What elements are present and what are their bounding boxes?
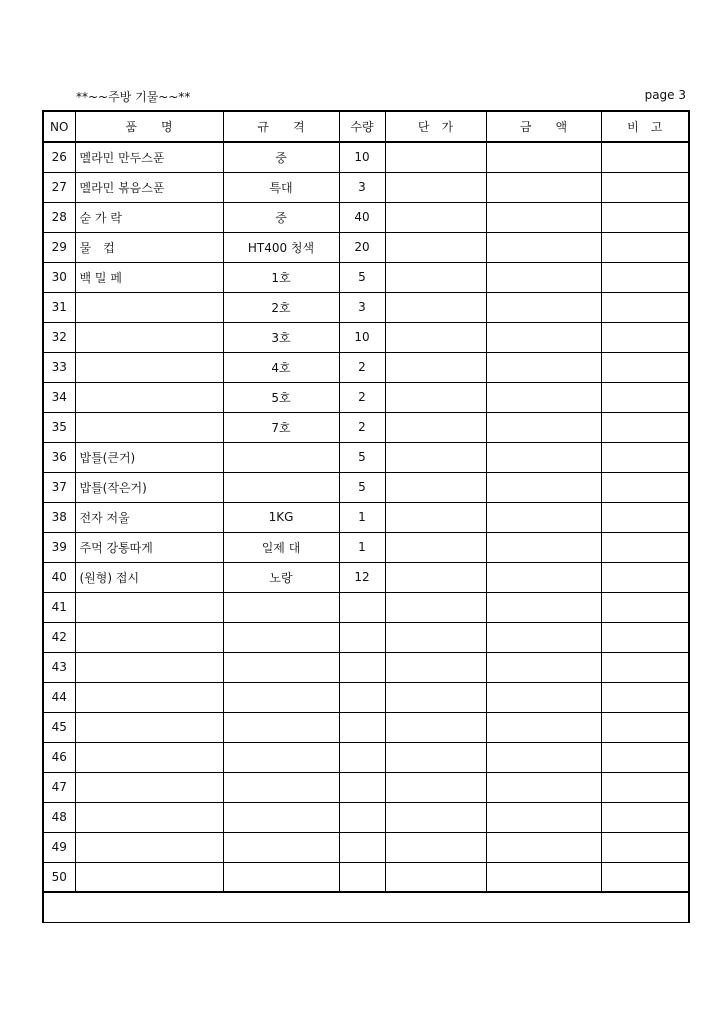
cell-note — [601, 832, 689, 862]
cell-qty — [339, 682, 385, 712]
column-header-note: 비 고 — [601, 111, 689, 142]
cell-amount — [486, 322, 601, 352]
cell-note — [601, 682, 689, 712]
cell-spec: HT400 청색 — [223, 232, 339, 262]
cell-item-name — [75, 772, 223, 802]
cell-no: 38 — [43, 502, 75, 532]
cell-item-name: 멜라민 만두스푼 — [75, 142, 223, 172]
cell-qty — [339, 622, 385, 652]
cell-no: 46 — [43, 742, 75, 772]
cell-amount — [486, 502, 601, 532]
cell-spec: 특대 — [223, 172, 339, 202]
cell-unit-price — [385, 802, 486, 832]
cell-qty: 3 — [339, 292, 385, 322]
cell-item-name: 백 밀 페 — [75, 262, 223, 292]
cell-qty — [339, 592, 385, 622]
cell-spec: 2호 — [223, 292, 339, 322]
cell-amount — [486, 412, 601, 442]
cell-spec — [223, 622, 339, 652]
cell-note — [601, 712, 689, 742]
cell-spec: 3호 — [223, 322, 339, 352]
cell-amount — [486, 232, 601, 262]
cell-amount — [486, 352, 601, 382]
cell-note — [601, 562, 689, 592]
table-row — [43, 652, 689, 682]
cell-item-name — [75, 412, 223, 442]
cell-amount — [486, 262, 601, 292]
cell-qty — [339, 772, 385, 802]
cell-no: 27 — [43, 172, 75, 202]
column-header-no: NO — [43, 111, 75, 142]
cell-no: 36 — [43, 442, 75, 472]
cell-unit-price — [385, 262, 486, 292]
cell-spec: 중 — [223, 202, 339, 232]
cell-item-name — [75, 712, 223, 742]
cell-no: 42 — [43, 622, 75, 652]
cell-qty: 12 — [339, 562, 385, 592]
cell-unit-price — [385, 202, 486, 232]
cell-unit-price — [385, 712, 486, 742]
cell-qty: 5 — [339, 262, 385, 292]
cell-no: 33 — [43, 352, 75, 382]
cell-item-name: 주먹 강통따게 — [75, 532, 223, 562]
cell-note — [601, 142, 689, 172]
cell-item-name — [75, 322, 223, 352]
cell-spec — [223, 592, 339, 622]
cell-no: 48 — [43, 802, 75, 832]
column-header-name: 품 명 — [75, 111, 223, 142]
cell-note — [601, 652, 689, 682]
cell-qty — [339, 742, 385, 772]
cell-unit-price — [385, 562, 486, 592]
cell-qty: 40 — [339, 202, 385, 232]
cell-unit-price — [385, 382, 486, 412]
cell-amount — [486, 532, 601, 562]
table-row — [43, 562, 689, 592]
cell-item-name: 밥틀(작은거) — [75, 472, 223, 502]
cell-qty: 5 — [339, 472, 385, 502]
cell-no: 45 — [43, 712, 75, 742]
table-row — [43, 172, 689, 202]
cell-item-name: 밥틀(큰거) — [75, 442, 223, 472]
table-row — [43, 322, 689, 352]
table-row — [43, 592, 689, 622]
cell-unit-price — [385, 352, 486, 382]
cell-unit-price — [385, 682, 486, 712]
cell-no: 35 — [43, 412, 75, 442]
cell-item-name: 멜라민 볶음스푼 — [75, 172, 223, 202]
table-row — [43, 142, 689, 172]
cell-unit-price — [385, 412, 486, 442]
cell-item-name: 전자 저울 — [75, 502, 223, 532]
cell-qty — [339, 712, 385, 742]
cell-note — [601, 172, 689, 202]
table-row — [43, 202, 689, 232]
cell-qty: 1 — [339, 502, 385, 532]
table-row — [43, 802, 689, 832]
table-row — [43, 682, 689, 712]
cell-amount — [486, 442, 601, 472]
cell-qty — [339, 862, 385, 892]
cell-no: 30 — [43, 262, 75, 292]
cell-no: 28 — [43, 202, 75, 232]
table-row — [43, 862, 689, 892]
cell-spec: 1호 — [223, 262, 339, 292]
cell-note — [601, 742, 689, 772]
cell-amount — [486, 172, 601, 202]
cell-amount — [486, 622, 601, 652]
cell-no: 39 — [43, 532, 75, 562]
cell-unit-price — [385, 142, 486, 172]
cell-spec: 중 — [223, 142, 339, 172]
table-header-row — [43, 111, 689, 142]
cell-unit-price — [385, 232, 486, 262]
cell-item-name: 물 컵 — [75, 232, 223, 262]
column-header-amount: 금 액 — [486, 111, 601, 142]
cell-amount — [486, 592, 601, 622]
cell-item-name — [75, 592, 223, 622]
cell-note — [601, 472, 689, 502]
cell-no: 32 — [43, 322, 75, 352]
cell-amount — [486, 652, 601, 682]
cell-qty: 5 — [339, 442, 385, 472]
cell-no: 29 — [43, 232, 75, 262]
cell-spec — [223, 832, 339, 862]
cell-item-name — [75, 832, 223, 862]
inventory-table — [42, 110, 690, 923]
cell-note — [601, 802, 689, 832]
cell-no: 50 — [43, 862, 75, 892]
table-row — [43, 622, 689, 652]
cell-qty: 2 — [339, 382, 385, 412]
cell-amount — [486, 832, 601, 862]
cell-spec: 5호 — [223, 382, 339, 412]
cell-spec — [223, 772, 339, 802]
cell-item-name — [75, 862, 223, 892]
cell-note — [601, 622, 689, 652]
cell-unit-price — [385, 862, 486, 892]
cell-note — [601, 412, 689, 442]
cell-amount — [486, 202, 601, 232]
cell-amount — [486, 772, 601, 802]
cell-no: 43 — [43, 652, 75, 682]
table-row — [43, 412, 689, 442]
cell-item-name — [75, 682, 223, 712]
cell-no: 41 — [43, 592, 75, 622]
cell-unit-price — [385, 832, 486, 862]
cell-amount — [486, 292, 601, 322]
cell-note — [601, 262, 689, 292]
cell-no: 40 — [43, 562, 75, 592]
page-number: page 3 — [644, 88, 686, 102]
cell-qty: 3 — [339, 172, 385, 202]
cell-note — [601, 502, 689, 532]
cell-no: 44 — [43, 682, 75, 712]
cell-unit-price — [385, 652, 486, 682]
column-header-unit-price: 단 가 — [385, 111, 486, 142]
table-row — [43, 382, 689, 412]
cell-spec — [223, 652, 339, 682]
cell-spec: 일제 대 — [223, 532, 339, 562]
cell-unit-price — [385, 742, 486, 772]
cell-spec — [223, 862, 339, 892]
cell-qty — [339, 832, 385, 862]
cell-note — [601, 592, 689, 622]
column-header-spec: 규 격 — [223, 111, 339, 142]
table-row — [43, 502, 689, 532]
cell-no: 49 — [43, 832, 75, 862]
cell-qty: 1 — [339, 532, 385, 562]
cell-unit-price — [385, 592, 486, 622]
cell-note — [601, 772, 689, 802]
cell-no: 34 — [43, 382, 75, 412]
cell-amount — [486, 562, 601, 592]
cell-unit-price — [385, 532, 486, 562]
cell-spec: 1KG — [223, 502, 339, 532]
cell-unit-price — [385, 472, 486, 502]
cell-note — [601, 862, 689, 892]
cell-note — [601, 382, 689, 412]
cell-unit-price — [385, 622, 486, 652]
cell-spec: 4호 — [223, 352, 339, 382]
cell-qty — [339, 652, 385, 682]
cell-spec: 노랑 — [223, 562, 339, 592]
cell-no: 47 — [43, 772, 75, 802]
cell-spec: 7호 — [223, 412, 339, 442]
table-row — [43, 352, 689, 382]
cell-item-name — [75, 382, 223, 412]
column-header-qty: 수량 — [339, 111, 385, 142]
cell-spec — [223, 472, 339, 502]
table-row — [43, 262, 689, 292]
cell-amount — [486, 712, 601, 742]
cell-item-name: 숟 가 락 — [75, 202, 223, 232]
cell-unit-price — [385, 322, 486, 352]
cell-no: 26 — [43, 142, 75, 172]
cell-amount — [486, 682, 601, 712]
cell-note — [601, 232, 689, 262]
table-body — [43, 142, 689, 892]
cell-item-name: (원형) 접시 — [75, 562, 223, 592]
cell-note — [601, 202, 689, 232]
cell-unit-price — [385, 292, 486, 322]
cell-item-name — [75, 292, 223, 322]
cell-no: 31 — [43, 292, 75, 322]
cell-qty: 20 — [339, 232, 385, 262]
cell-amount — [486, 862, 601, 892]
table-row — [43, 472, 689, 502]
cell-qty: 10 — [339, 142, 385, 172]
table-row — [43, 442, 689, 472]
table-row — [43, 712, 689, 742]
cell-item-name — [75, 352, 223, 382]
footer-cell — [43, 892, 689, 922]
cell-note — [601, 292, 689, 322]
cell-qty: 2 — [339, 352, 385, 382]
table-row — [43, 742, 689, 772]
table-footer-row — [43, 892, 689, 922]
cell-unit-price — [385, 442, 486, 472]
cell-amount — [486, 142, 601, 172]
cell-note — [601, 322, 689, 352]
cell-item-name — [75, 802, 223, 832]
table-row — [43, 772, 689, 802]
cell-spec — [223, 802, 339, 832]
cell-qty: 10 — [339, 322, 385, 352]
cell-note — [601, 352, 689, 382]
cell-spec — [223, 742, 339, 772]
cell-item-name — [75, 622, 223, 652]
cell-amount — [486, 742, 601, 772]
cell-amount — [486, 802, 601, 832]
cell-spec — [223, 682, 339, 712]
cell-unit-price — [385, 502, 486, 532]
cell-unit-price — [385, 172, 486, 202]
cell-spec — [223, 712, 339, 742]
cell-amount — [486, 472, 601, 502]
cell-item-name — [75, 742, 223, 772]
table-row — [43, 232, 689, 262]
table-row — [43, 532, 689, 562]
cell-amount — [486, 382, 601, 412]
document-title: **~~주방 기물~~** — [76, 90, 191, 104]
cell-no: 37 — [43, 472, 75, 502]
cell-unit-price — [385, 772, 486, 802]
cell-item-name — [75, 652, 223, 682]
table-row — [43, 832, 689, 862]
cell-qty: 2 — [339, 412, 385, 442]
table-row — [43, 292, 689, 322]
cell-note — [601, 442, 689, 472]
cell-spec — [223, 442, 339, 472]
cell-qty — [339, 802, 385, 832]
cell-note — [601, 532, 689, 562]
